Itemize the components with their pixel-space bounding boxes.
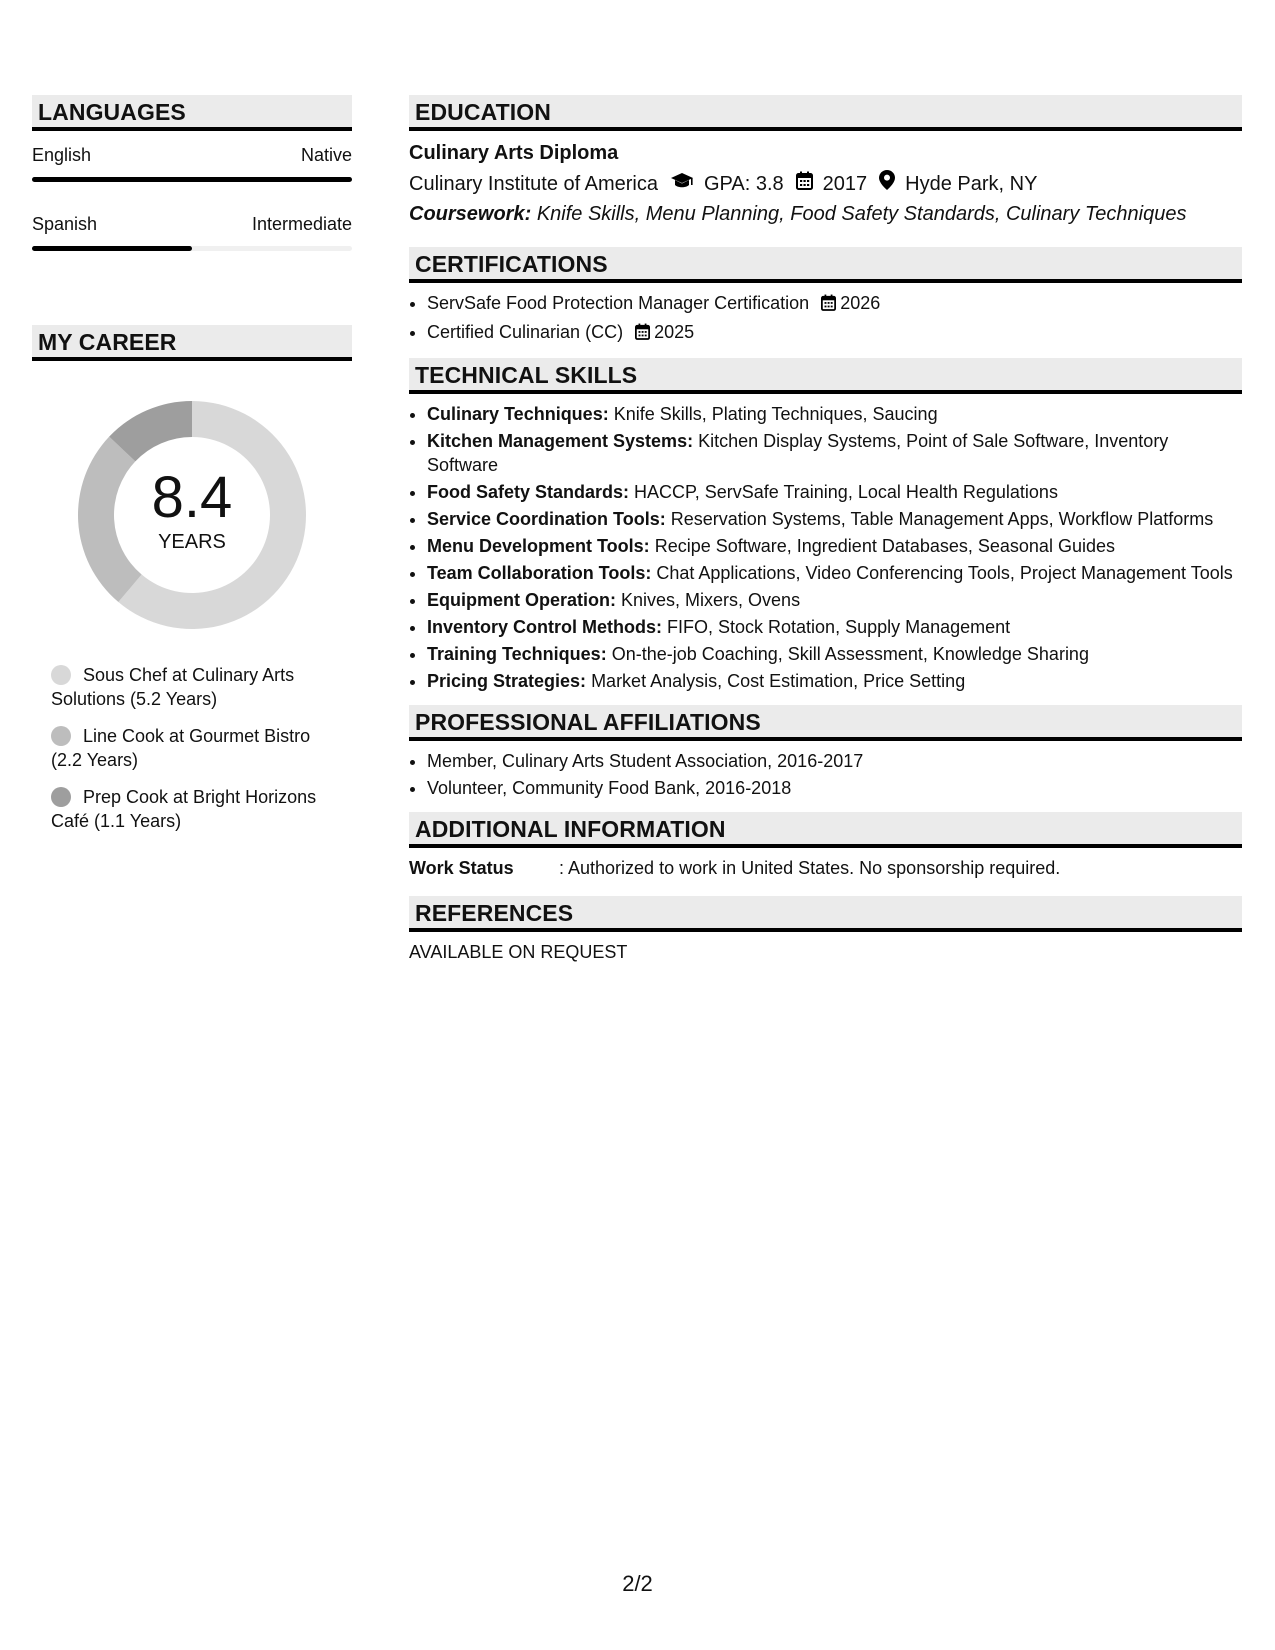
- career-legend: [32, 663, 341, 833]
- skill-label: Menu Development Tools:: [427, 536, 650, 556]
- work-status-row: [409, 856, 1242, 880]
- language-proficiency-fill: [32, 246, 192, 251]
- language-proficiency-fill: [32, 177, 352, 182]
- certification-year: 2025: [654, 322, 695, 342]
- skill-text: HACCP, ServSafe Training, Local Health Regulations: [634, 482, 1058, 502]
- career-donut-chart: [78, 401, 306, 629]
- career-legend-item: [51, 724, 341, 772]
- graduation-year: 2017: [822, 173, 868, 195]
- certification-year: 2026: [840, 293, 881, 313]
- certifications-list: [409, 291, 1242, 346]
- language-proficiency-bar: [32, 246, 352, 251]
- sidebar: [32, 95, 352, 846]
- skill-label: Training Techniques:: [427, 644, 607, 664]
- affiliations-heading: PROFESSIONAL AFFILIATIONS: [409, 705, 1242, 741]
- skill-label: Service Coordination Tools:: [427, 509, 666, 529]
- languages-heading: LANGUAGES: [32, 95, 352, 131]
- skill-item: [427, 534, 1242, 558]
- skill-text: Kitchen Display Systems, Point of Sale Software, Inventory Software: [427, 431, 1169, 475]
- career-legend-label: Sous Chef at Culinary Arts Solutions (5.2 Years): [51, 665, 295, 709]
- skill-label: Kitchen Management Systems:: [427, 431, 694, 451]
- language-english: [32, 143, 352, 182]
- references-heading: REFERENCES: [409, 896, 1242, 932]
- skill-label: Inventory Control Methods:: [427, 617, 662, 637]
- gpa: GPA: 3.8: [704, 173, 784, 195]
- skill-item: [427, 615, 1242, 639]
- career-legend-label: Prep Cook at Bright Horizons Café (1.1 Years): [51, 787, 317, 831]
- coursework-label: Coursework:: [409, 203, 532, 225]
- page-number: 2/2: [622, 1571, 653, 1596]
- skill-text: Knife Skills, Plating Techniques, Saucing: [613, 404, 938, 424]
- career-legend-item: [51, 785, 341, 833]
- skill-label: Equipment Operation:: [427, 590, 616, 610]
- affiliation-item: • Member, Culinary Arts Student Association, 2016-2017: [427, 749, 1242, 773]
- skill-text: Knives, Mixers, Ovens: [621, 590, 801, 610]
- skill-text: Chat Applications, Video Conferencing Tools, Project Management Tools: [656, 563, 1233, 583]
- career-legend-item: [51, 663, 341, 711]
- certification-item: [427, 320, 1242, 346]
- legend-dot-icon: [51, 665, 71, 685]
- certification-name: Certified Culinarian (CC): [427, 322, 624, 342]
- skill-text: Recipe Software, Ingredient Databases, Seasonal Guides: [654, 536, 1115, 556]
- school-location: Hyde Park, NY: [905, 173, 1038, 195]
- skill-item: [427, 642, 1242, 666]
- references-text: AVAILABLE ON REQUEST: [409, 942, 628, 962]
- skill-text: Reservation Systems, Table Management Apps, Workflow Platforms: [670, 509, 1214, 529]
- calendar-icon: [635, 322, 650, 346]
- additional-info-heading: ADDITIONAL INFORMATION: [409, 812, 1242, 848]
- skills-list: [409, 402, 1242, 693]
- skill-text: Market Analysis, Cost Estimation, Price Setting: [591, 671, 966, 691]
- skill-item: [427, 561, 1242, 585]
- skill-item: [427, 669, 1242, 693]
- certification-item: [427, 291, 1242, 317]
- skill-item: [427, 480, 1242, 504]
- calendar-icon: [821, 293, 836, 317]
- language-level: Intermediate: [251, 214, 352, 234]
- career-heading: MY CAREER: [32, 325, 352, 361]
- skill-item: [427, 402, 1242, 426]
- skill-label: Team Collaboration Tools:: [427, 563, 652, 583]
- certifications-heading: CERTIFICATIONS: [409, 247, 1242, 283]
- graduation-cap-icon: [670, 170, 694, 198]
- work-status-value: : Authorized to work in United States. No sponsorship required.: [559, 858, 1061, 878]
- affiliations-list: [409, 749, 1242, 800]
- education-heading: EDUCATION: [409, 95, 1242, 131]
- affiliation-item: • Volunteer, Community Food Bank, 2016-2018: [427, 776, 1242, 800]
- location-pin-icon: [879, 170, 895, 198]
- main-content: [409, 95, 1242, 964]
- work-status-label: Work Status: [409, 858, 514, 878]
- calendar-icon: [796, 170, 813, 198]
- degree-title: Culinary Arts Diploma: [409, 142, 619, 164]
- certification-name: ServSafe Food Protection Manager Certification: [427, 293, 810, 313]
- language-spanish: [32, 212, 352, 251]
- career-total-years: 8.4: [151, 464, 233, 530]
- skill-label: Pricing Strategies:: [427, 671, 587, 691]
- career-total-unit: YEARS: [158, 530, 226, 553]
- language-proficiency-bar: [32, 177, 352, 182]
- skill-item: [427, 429, 1242, 477]
- legend-dot-icon: [51, 726, 71, 746]
- language-level: Native: [300, 145, 352, 165]
- skill-label: Food Safety Standards:: [427, 482, 630, 502]
- skill-label: Culinary Techniques:: [427, 404, 609, 424]
- career-legend-label: Line Cook at Gourmet Bistro (2.2 Years): [51, 726, 311, 770]
- skills-heading: TECHNICAL SKILLS: [409, 358, 1242, 394]
- coursework-text: Knife Skills, Menu Planning, Food Safety Standards, Culinary Techniques: [536, 203, 1187, 225]
- legend-dot-icon: [51, 787, 71, 807]
- language-name: English: [32, 145, 92, 165]
- language-name: Spanish: [32, 214, 98, 234]
- school-name: Culinary Institute of America: [409, 173, 658, 195]
- skill-text: On-the-job Coaching, Skill Assessment, Knowledge Sharing: [611, 644, 1089, 664]
- skill-item: [427, 588, 1242, 612]
- skill-item: [427, 507, 1242, 531]
- education-details: [409, 170, 1242, 198]
- skill-text: FIFO, Stock Rotation, Supply Management: [667, 617, 1011, 637]
- coursework: [409, 200, 1242, 228]
